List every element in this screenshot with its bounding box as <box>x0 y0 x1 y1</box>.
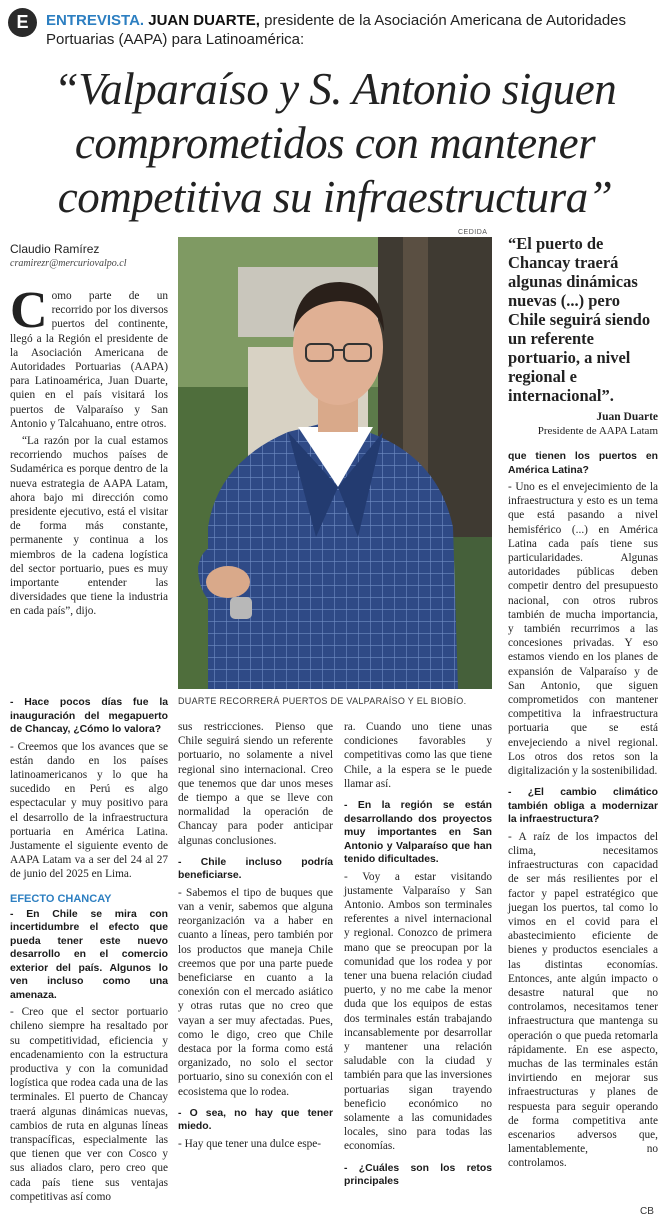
pull-quote <box>508 234 658 437</box>
photo-caption: DUARTE RECORRERÁ PUERTOS DE VALPARAÍSO Y EL BIOBÍO. <box>178 696 467 706</box>
column-4 <box>508 450 658 1174</box>
portrait-photo <box>178 237 492 689</box>
answer: - Uno es el envejecimiento de la infraestructura y esto es un tema que está pasando a nivel hemisférico (...) en América Latina cada país tiene sus particularidades. Algunas autoridades públicas deben competir dentro del presupuesto nacional, con otros rubros también de mucha importancia, y también recurrimos a las concesiones privadas. Y eso estamos viendo en los planes de expansión de Valparaíso y de San Antonio, que siguen comprometidos con mantener competitiva la infraestructura portuaria que se está envejeciendo a nivel regional. Los otros dos retos son la digitalización y la sostenibilidad. <box>508 481 658 778</box>
answer: - Voy a estar visitando justamente Valparaíso y San Antonio. Ambos son terminales referentes a nivel internacional y regional. Conozco de primera mano que se preocupan por la comunidad que los rodea y por tener una buena relación ciudad puerto, y no me cabe la menor duda que los equipos de estas dos terminales están trabajando incansablemente por desarrollar y mantener una relación saludable con la ciudad y también para que las inversiones portuarias sigan trayendo beneficio económico no solamente a las comunidades locales, sino para todas las economías. <box>344 870 492 1153</box>
drop-cap: C <box>10 282 48 339</box>
headline <box>10 62 660 224</box>
kicker-name: JUAN DUARTE, <box>148 12 260 29</box>
headline-line-1: “Valparaíso y S. Antonio siguen <box>53 64 617 114</box>
paragraph <box>10 282 168 431</box>
pull-quote-role: Presidente de AAPA Latam <box>537 425 658 437</box>
byline-email: cramirezr@mercuriovalpo.cl <box>10 258 127 269</box>
answer: - Creemos que los avances que se están dando en los países latinoamericanos y lo que ha sucedido en Perú es algo espectacular y muy positivo para el desarrollo de la infraestructura portuaria en América Latina. Justamente el siguiente evento de AAPA Latam va a ser del 24 al 27 de junio del 2025 en Lima. <box>10 740 168 881</box>
answer: sus restricciones. Pienso que Chile seguirá siendo un referente portuario, no solamente a nivel regional sino internacional. Creo que tenemos que dar unos meses de tiempo a que se lleve con normalidad la operación de Chancay para poder anticipar algunas conclusiones. <box>178 721 333 847</box>
answer: - Sabemos el tipo de buques que van a venir, sabemos que alguna reorganización va a haber en cuanto a líneas, pero también por los productos que maneja Chile creemos que por una parte puede beneficiarse en cuanto a la conexión con el mercado asiático y otras rutas que no creo que vayan a ser muy afectadas. Pues, como le digo, creo que Chile destaca por la forma como está organizado, no solo el sector portuario, sino su conexión con el ecosistema que lo rodea. <box>178 886 333 1098</box>
answer: - A raíz de los impactos del clima, necesitamos infraestructuras con capacidad de ser más resilientes por el factor y papel estratégico que juegan los puertos, tal como lo vimos en el covid para el abastecimiento eficiente de bienes y productos esenciales a las distintas economías. Entonces, ante algún impacto o desastre natural que no controlamos, necesitamos tener infraestructura que mantenga su operación o que pueda retomarla rápidamente. En ese aspecto, muchas de las terminales están invirtiendo en mejorar sus infraestructuras y planes de respuesta para seguir operando de forma competitiva ante escenarios adversos que, lamentablemente, no controlamos. <box>508 830 658 1170</box>
photo-credit: CEDIDA <box>458 229 488 236</box>
question: - Hace pocos días fue la inauguración del megapuerto de Chancay, ¿Cómo lo valora? <box>10 697 168 735</box>
paragraph: “La razón por la cual estamos recorriendo muchos países de Sudamérica es porque dentro de la nueva estrategia de AAPA Latam, ahora bajo mi dirección como presidente ejecutivo, está el visitar de forma más constante, permanente y continua a los miembros de la cadena logística del sector portuario, pues es muy importante entender las diversidades que tiene la industria en cada país”, dijo. <box>10 435 168 618</box>
column-1-intro <box>10 282 168 622</box>
question: - Chile incluso podría beneficiarse. <box>178 856 333 882</box>
question: - En Chile se mira con incertidumbre el efecto que pueda tener este nuevo desarrollo en el comercio exterior del país. Algunos lo ven incluso como una amenaza. <box>10 908 168 1001</box>
subheading: EFECTO CHANCAY <box>10 892 112 905</box>
question: - ¿El cambio climático también obliga a modernizar la infraestructura? <box>508 787 658 826</box>
column-3 <box>344 720 492 1192</box>
byline-author: Claudio Ramírez <box>10 242 100 256</box>
question: - O sea, no hay que tener miedo. <box>178 1107 333 1133</box>
paragraph-text: omo parte de un recorrido por los diversos puertos del continente, llegó a la Región el presidente de la Asociación Americana de Autoridades Portuarias (AAPA) para Latinoamérica, Juan Duarte, quien en el país visitará los puertos de Valparaíso y San Antonio y Talcahuano, entre otros. <box>10 290 168 430</box>
answer: ra. Cuando uno tiene unas condiciones favorables y competitivas como las que tiene Chile, a la espera se le puede llamar así. <box>344 721 492 790</box>
column-2 <box>178 720 333 1154</box>
answer: - Creo que el sector portuario chileno siempre ha resaltado por su competitividad, eficiencia y encadenamiento con la estructura productiva y con la comunidad logística que rodea cada una de las terminales. El puerto de Chancay traerá algunas dinámicas nuevas, cambios de ruta en algunas líneas transpacíficas, especialmente las que tienen que ver con Cosco y sus aliados claro, pero creo que cada país tiene sus ventajas competitivas así como <box>10 1006 168 1203</box>
answer: - Hay que tener una dulce espe- <box>178 1137 322 1150</box>
section-logo: E <box>8 8 37 37</box>
pull-quote-author: Juan Duarte <box>596 411 658 423</box>
question: - En la región se están desarrollando dos proyectos muy importantes en San Antonio y Valparaíso que han tenido dificultades. <box>344 800 492 866</box>
question: que tienen los puertos en América Latina? <box>508 451 658 476</box>
column-1-interview <box>10 688 168 1207</box>
pull-quote-text: “El puerto de Chancay traerá algunas dinámicas nuevas (...) pero Chile seguirá siendo un referente portuario, a nivel regional e internacional”. <box>508 234 651 405</box>
kicker <box>46 11 658 49</box>
question: - ¿Cuáles son los retos principales <box>344 1162 492 1188</box>
kicker-tag: ENTREVISTA. <box>46 12 145 29</box>
headline-line-3: competitiva su infraestructura” <box>57 172 613 222</box>
kicker-description: presidente de la Asociación Americana de Autoridades Portuarias (AAPA) para Latinoamérica: <box>46 12 627 48</box>
end-mark: CB <box>640 1206 654 1217</box>
headline-line-2: comprometidos con mantener <box>74 118 596 168</box>
